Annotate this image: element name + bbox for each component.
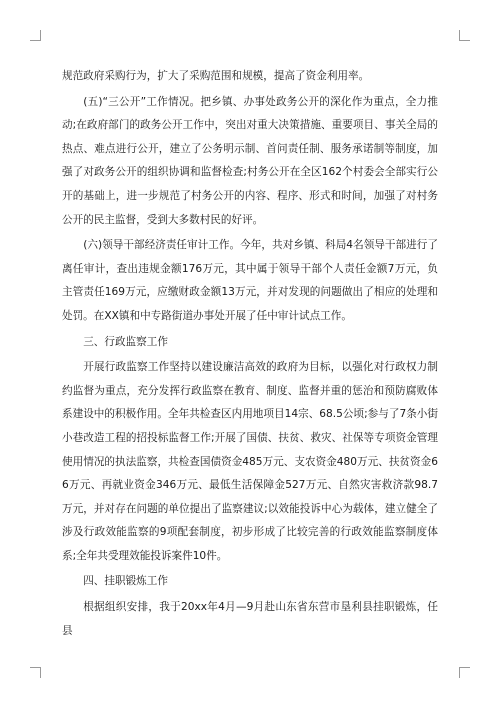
paragraph-three-openness: (五)“三公开”工作情况。把乡镇、办事处政务公开的深化作为重点，全力推动;在政府部门的政务公开工作中，突出对重大决策措施、重要项目、事关全局的热点、难点进行公开，建立了公务明示制、首问责任制、服务承诺制等制度，加强了对政务公开的组织协调和监督检查;村务公开在全区162个村委会全部实行公开的基础上，进一步规范了村务公开的内容、程序、形式和时间，加强了对村务公开的民主监督，受到大多数村民的好评。 [62,95,438,226]
section-heading-secondment: 四、挂职锻炼工作 [83,575,168,588]
paragraph-secondment: 根据组织安排，我于20xx年4月—9月赴山东省东营市垦利县挂职锻炼，任县 [62,601,438,637]
paragraph-procurement-end: 规范政府采购行为，扩大了采购范围和规模，提高了资金利用率。 [62,70,370,82]
crop-mark-bottom-right [459,667,470,678]
paragraph-administrative-supervision: 开展行政监察工作坚持以建设廉洁高效的政府为目标，以强化对行政权力制约监督为重点，充分发挥行政监察在教育、制度、监督并重的惩治和预防腐败体系建设中的积极作用。全年共检查区内用地项目14宗、68.5公顷;参与了7条小街小巷改造工程的招投标监督工作;开展了国债、扶贫、救灾、社保等专项资金管理使用情况的执法监察，共检查国债资金485万元、支农资金480万元、扶贫资金66万元、再就业资金346万元、最低生活保障金527万元、自然灾害救济款98.7万元，并对存在问题的单位提出了监察建议;以效能投诉中心为载体，建立健全了涉及行政效能监察的9项配套制度，初步形成了比较完善的行政效能监察制度体系;全年共受理效能投诉案件10件。 [62,361,438,562]
paragraph-audit: (六)领导干部经济责任审计工作。今年，共对乡镇、科局4名领导干部进行了离任审计，查出违规金额176万元，其中属于领导干部个人责任金额7万元，负主管责任169万元，应缴财政金额13万元，并对发现的问题做出了相应的处理和处罚。在XX镇和中专路街道办事处开展了任中审计试点工作。 [62,239,438,322]
section-heading-administrative-supervision: 三、行政监察工作 [83,335,168,348]
document-body [62,65,438,643]
crop-mark-top-left [30,30,41,41]
crop-mark-top-right [459,30,470,41]
crop-mark-bottom-left [30,667,41,678]
